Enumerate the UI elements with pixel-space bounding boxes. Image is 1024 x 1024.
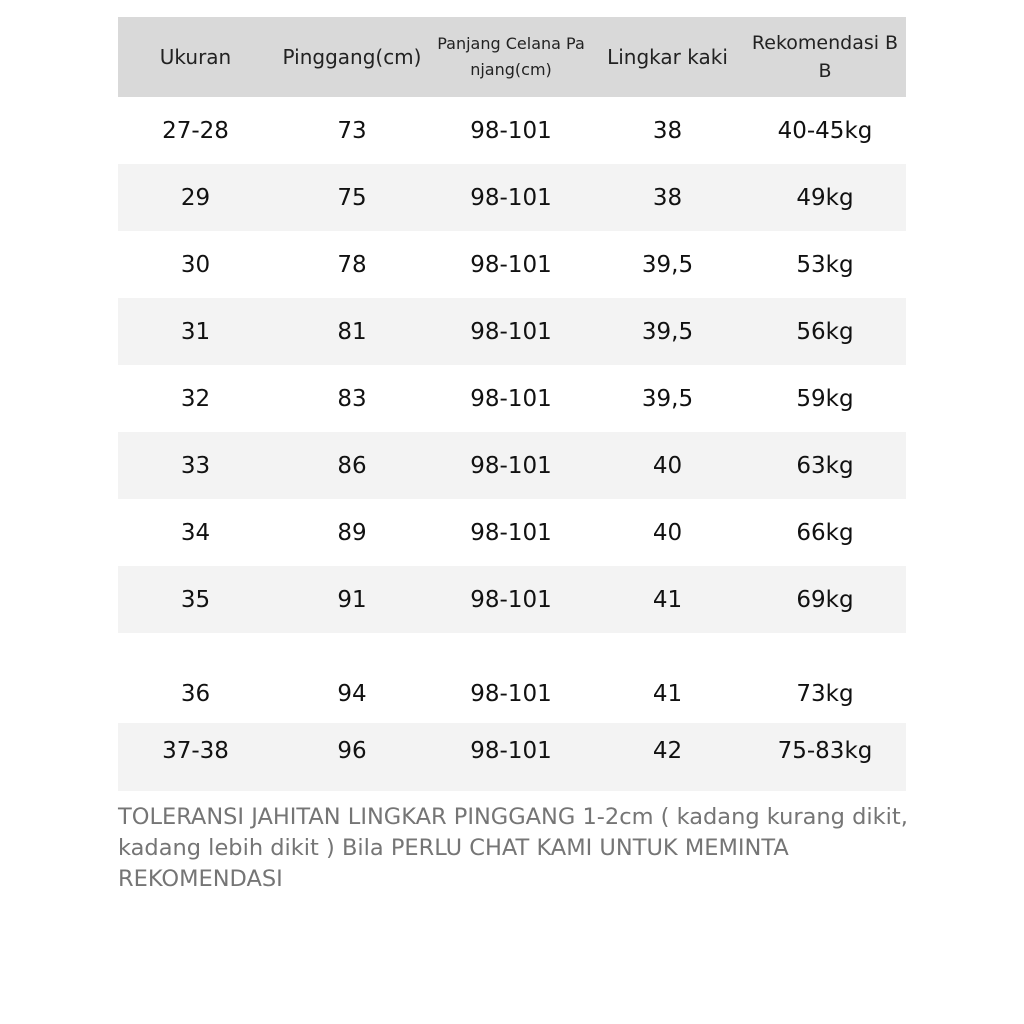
cell-lingkar-kaki: 39,5 — [641, 318, 694, 345]
cell-ukuran: 32 — [180, 385, 211, 412]
cell-panjang: 98-101 — [470, 184, 552, 211]
cell-pinggang: 75 — [337, 184, 367, 211]
cell-lingkar-kaki: 40 — [652, 452, 683, 479]
table-row — [118, 566, 906, 633]
table-row — [118, 432, 906, 499]
cell-rekomendasi-bb: 63kg — [796, 452, 854, 479]
cell-lingkar-kaki: 40 — [652, 519, 683, 546]
header-rekomendasi-bb: Rekomendasi BB — [751, 32, 899, 82]
cell-rekomendasi-bb: 56kg — [796, 318, 854, 345]
header-pinggang: Pinggang(cm) — [282, 45, 422, 69]
cell-panjang: 98-101 — [470, 117, 552, 144]
cell-ukuran: 34 — [180, 519, 211, 546]
cell-rekomendasi-bb: 49kg — [796, 184, 854, 211]
cell-lingkar-kaki: 41 — [652, 681, 683, 707]
cell-pinggang: 86 — [337, 452, 367, 479]
cell-pinggang: 89 — [337, 519, 367, 546]
cell-rekomendasi-bb: 40-45kg — [777, 117, 873, 144]
cell-rekomendasi-bb: 69kg — [796, 586, 854, 613]
table-row — [118, 633, 906, 723]
header-ukuran: Ukuran — [159, 45, 232, 69]
cell-pinggang: 81 — [337, 318, 367, 345]
cell-rekomendasi-bb: 75-83kg — [777, 738, 873, 764]
cell-panjang: 98-101 — [470, 519, 552, 546]
header-panjang-celana: Panjang Celana Panjang(cm) — [437, 34, 585, 79]
tolerance-note: TOLERANSI JAHITAN LINGKAR PINGGANG 1-2cm ( kadang kurang dikit, kadang lebih dikit ) Bila PERLU CHAT KAMI UNTUK MEMINTA REKOMENDASI — [118, 804, 908, 892]
cell-lingkar-kaki: 39,5 — [641, 251, 694, 278]
cell-pinggang: 78 — [337, 251, 367, 278]
cell-panjang: 98-101 — [470, 251, 552, 278]
cell-pinggang: 94 — [337, 681, 367, 707]
cell-ukuran: 27-28 — [162, 117, 229, 144]
cell-lingkar-kaki: 42 — [652, 738, 683, 764]
cell-panjang: 98-101 — [470, 318, 552, 345]
cell-lingkar-kaki: 38 — [652, 117, 683, 144]
table-row — [118, 499, 906, 566]
cell-panjang: 98-101 — [470, 385, 552, 412]
cell-pinggang: 73 — [337, 117, 367, 144]
cell-lingkar-kaki: 39,5 — [641, 385, 694, 412]
cell-lingkar-kaki: 41 — [652, 586, 683, 613]
table-row — [118, 164, 906, 231]
size-chart-table — [118, 17, 906, 791]
cell-rekomendasi-bb: 59kg — [796, 385, 854, 412]
cell-lingkar-kaki: 38 — [652, 184, 683, 211]
cell-panjang: 98-101 — [470, 452, 552, 479]
cell-rekomendasi-bb: 53kg — [796, 251, 854, 278]
table-header-row — [118, 17, 906, 97]
table-row — [118, 723, 906, 791]
cell-ukuran: 37-38 — [162, 738, 229, 764]
cell-ukuran: 33 — [180, 452, 211, 479]
cell-panjang: 98-101 — [470, 738, 552, 764]
cell-pinggang: 91 — [337, 586, 367, 613]
cell-rekomendasi-bb: 73kg — [796, 681, 854, 707]
cell-ukuran: 35 — [180, 586, 211, 613]
table-row — [118, 231, 906, 298]
table-row — [118, 97, 906, 164]
cell-ukuran: 29 — [180, 184, 211, 211]
cell-ukuran: 36 — [180, 681, 211, 707]
cell-pinggang: 83 — [337, 385, 367, 412]
cell-panjang: 98-101 — [470, 681, 552, 707]
table-row — [118, 298, 906, 365]
cell-ukuran: 30 — [180, 251, 211, 278]
cell-rekomendasi-bb: 66kg — [796, 519, 854, 546]
table-row — [118, 365, 906, 432]
header-lingkar-kaki: Lingkar kaki — [607, 45, 728, 69]
cell-ukuran: 31 — [180, 318, 211, 345]
cell-pinggang: 96 — [337, 738, 367, 764]
cell-panjang: 98-101 — [470, 586, 552, 613]
